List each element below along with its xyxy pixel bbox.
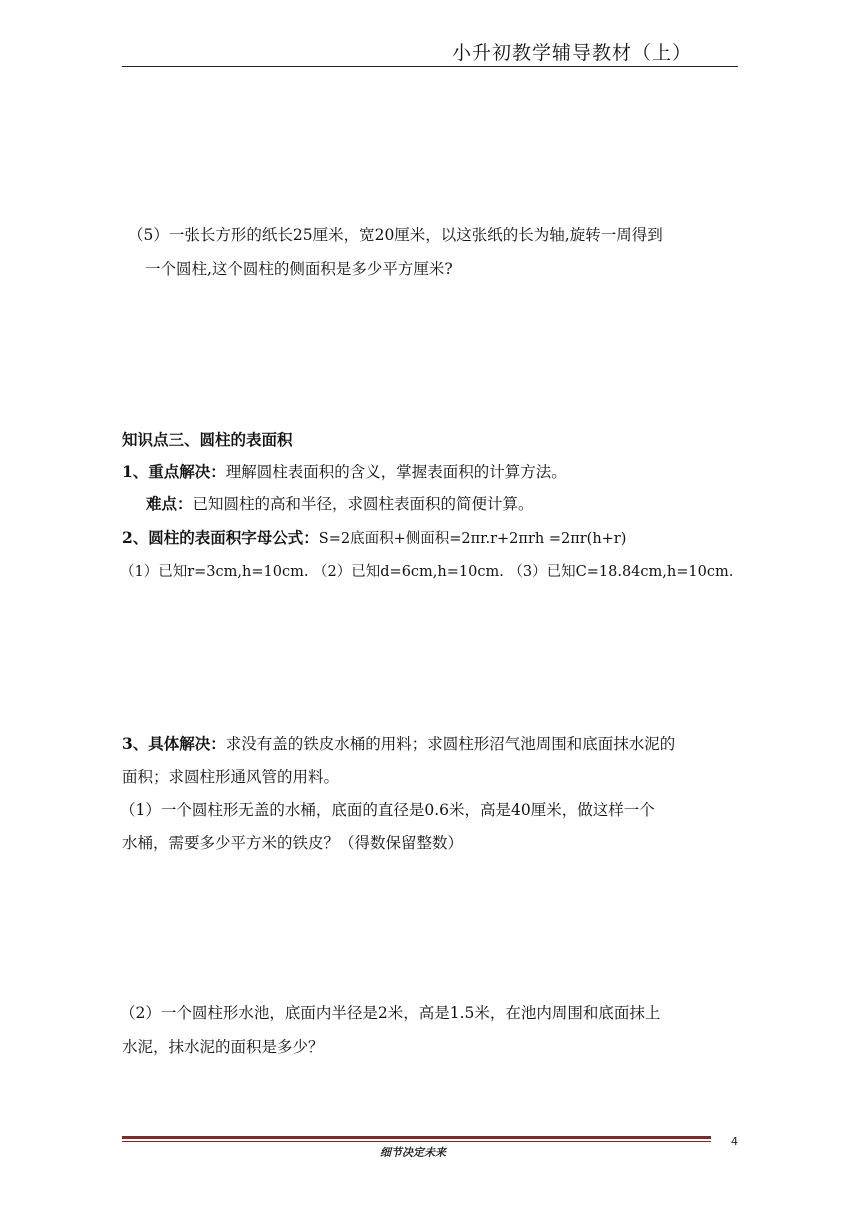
key-point-label: 1、重点解决： <box>122 462 226 481</box>
header-title: 小升初教学辅导教材（上） <box>452 42 693 64</box>
footer-motto: 细节决定未来 <box>380 1146 446 1159</box>
question1-line1: （1）一个圆柱形无盖的水桶，底面的直径是0.6米，高是40厘米，做这样一个 <box>120 801 655 819</box>
question2-line1: （2）一个圆柱形水池，底面内半径是2米，高是1.5米，在池内周围和底面抹上 <box>120 1004 661 1022</box>
key-point-text: 理解圆柱表面积的含义，掌握表面积的计算方法。 <box>225 463 567 481</box>
problem5-line2: 一个圆柱,这个圆柱的侧面积是多少平方厘米? <box>145 260 453 278</box>
question1-line2: 水桶，需要多少平方米的铁皮？（得数保留整数） <box>122 834 464 852</box>
problem5-line1: （5）一张长方形的纸长25厘米，宽20厘米，以这张纸的长为轴,旋转一周得到 <box>128 226 663 244</box>
section-title: 知识点三、圆柱的表面积 <box>122 430 293 449</box>
apply-label: 3、具体解决： <box>122 734 226 753</box>
page-number: 4 <box>731 1135 738 1148</box>
question2-line2: 水泥，抹水泥的面积是多少？ <box>122 1038 324 1056</box>
apply-line2: 面积；求圆柱形通风管的用料。 <box>122 768 340 786</box>
difficulty-line <box>146 494 534 514</box>
difficulty-text: 已知圆柱的高和半径，求圆柱表面积的简便计算。 <box>192 495 534 513</box>
footer-rule-thin <box>122 1141 711 1142</box>
formula-line <box>122 528 626 549</box>
formula-text: S=2底面积+侧面积=2πr.r+2πrh =2πr(h+r) <box>318 531 627 547</box>
difficulty-label: 难点： <box>146 494 193 513</box>
apply-line1 <box>122 734 675 754</box>
formula-label: 2、圆柱的表面积字母公式： <box>122 528 319 547</box>
header-rule <box>122 66 738 67</box>
exercises-line: （1）已知r=3cm,h=10cm. （2）已知d=6cm,h=10cm. （3）已知C=18.84cm,h=10cm. <box>120 564 734 580</box>
apply-text1: 求没有盖的铁皮水桶的用料；求圆柱形沼气池周围和底面抹水泥的 <box>225 735 676 753</box>
key-point-line <box>122 462 567 482</box>
footer-rule-thick <box>122 1136 711 1139</box>
